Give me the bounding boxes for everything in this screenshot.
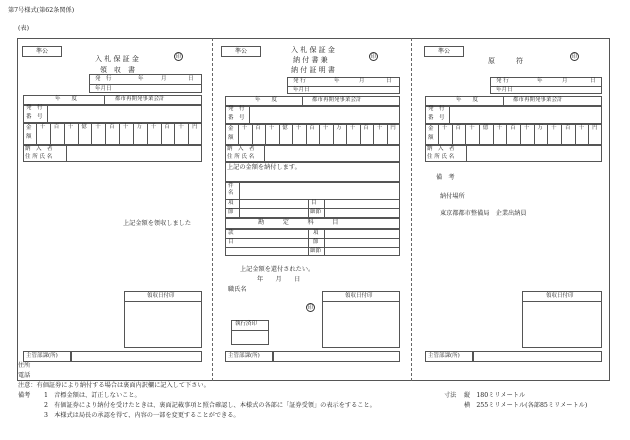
amount-label: 金	[428, 126, 434, 132]
account-name: 都市再開発事業会計	[312, 97, 362, 103]
digit-unit-label: 万	[136, 124, 143, 130]
digit-unit-label: 十	[322, 125, 329, 131]
fiscal-year-label: 年 度	[255, 97, 278, 103]
payer-label: 納 入 者	[427, 146, 455, 152]
note-item: 2 有価証券により納付を受けたときは、裏面記載事項と照合確認し、本様式の各部に「証券受領」の表示をすること。	[44, 402, 376, 409]
year-label: 年	[138, 76, 144, 82]
size-height: 縦 180ミリメートル	[464, 392, 526, 399]
digit-unit-label: 百	[510, 125, 516, 131]
category-label: 準公	[35, 48, 48, 55]
refund-date-label: 年 月 日	[257, 276, 301, 283]
payment-place-label: 納付場所	[440, 193, 465, 200]
account-name: 都市再開発事業会計	[513, 97, 563, 103]
digit-unit-label: 百	[255, 125, 261, 131]
seal-mark: 印	[571, 54, 578, 60]
amount-label: 金	[26, 125, 32, 131]
digit-unit-label: 千	[241, 125, 248, 131]
digit-unit-label: 千	[551, 125, 557, 131]
digit-unit-label: 百	[455, 125, 462, 131]
remarks-label: 備 考	[436, 174, 455, 181]
payment-statement: 上記の金額を納付します。	[227, 164, 301, 171]
digit-unit-label: 百	[309, 125, 315, 131]
category-label: 準公	[234, 48, 247, 55]
digit-unit-label: 億	[81, 124, 87, 130]
digit-unit-label: 万	[537, 125, 544, 131]
payee-name: 東京都都市整備局 企業出納員	[440, 210, 527, 217]
fiscal-year-row	[23, 95, 202, 105]
department-label: 主管部課(所)	[228, 353, 260, 359]
department-label: 主管部課(所)	[26, 353, 58, 359]
digit-unit-label: 円	[390, 125, 396, 131]
form-number: 第7号様式(第62条関係)	[8, 7, 75, 14]
digit-unit-label: 百	[363, 125, 369, 131]
digit-unit-label: 億	[482, 125, 489, 131]
digit-unit-label: 十	[523, 125, 530, 131]
issue-date-label: 年月日	[293, 87, 310, 93]
digit-unit-label: 円	[192, 124, 198, 130]
fiscal-year-label: 年 度	[55, 96, 78, 102]
digit-unit-label: 千	[295, 125, 302, 131]
issue-number-row	[225, 106, 400, 124]
sub-item-label: 目	[311, 200, 317, 206]
digit-unit-label: 千	[496, 125, 503, 131]
notes-label: 備考	[18, 392, 31, 399]
issue-number-label: 発 行	[228, 106, 245, 112]
payer-label: 納 入 者	[25, 146, 53, 152]
seal-mark: 印	[175, 54, 182, 60]
digit-unit-label: 万	[336, 125, 342, 131]
category-label: 準公	[437, 48, 450, 55]
issue-date-label: 年月日	[95, 86, 112, 92]
digit-unit-label: 千	[441, 125, 448, 131]
digit-unit-label: 千	[95, 124, 101, 130]
issue-number-label: 発 行	[26, 105, 43, 111]
cut-line-left	[212, 38, 213, 381]
digit-unit-label: 十	[376, 125, 383, 131]
securities-note: 注意：有価証券により納付する場合は裏面内訳欄に記入して下さい。	[18, 382, 210, 389]
issue-label: 発 行	[293, 78, 306, 84]
digit-unit-label: 百	[164, 124, 170, 130]
payment-title-2: 納 付 書 兼	[293, 56, 328, 64]
refund-request: 上記金額を還付されたい。	[240, 266, 315, 273]
issue-label: 発 行	[496, 78, 509, 84]
digit-unit-label: 円	[592, 125, 598, 131]
payment-title-3: 納 付 証 明 書	[291, 66, 335, 74]
address-label: 住所	[18, 362, 31, 369]
amount-label: 金	[228, 126, 234, 132]
issue-number-label: 発 行	[428, 106, 445, 112]
seal-mark: 印	[307, 305, 314, 311]
receipt-date-stamp-box	[124, 291, 202, 348]
digit-unit-label: 百	[109, 124, 115, 130]
category-box	[22, 46, 62, 57]
receipt-title-1: 入 札 保 証 金	[95, 55, 139, 63]
size-label: 寸法	[444, 392, 457, 399]
digit-unit-label: 千	[150, 124, 157, 130]
issue-number-row	[23, 105, 202, 123]
issue-number-row	[425, 106, 602, 124]
payer-label: 納 入 者	[227, 146, 255, 152]
seal-mark: 印	[370, 54, 377, 60]
subsection-label: 細節	[310, 209, 322, 215]
payment-title-1: 入 札 保 証 金	[291, 46, 335, 54]
note-item: 3 本様式は局長の承認を得て、内容の一部を変更することができる。	[44, 412, 240, 419]
receipt-date-stamp-box	[522, 291, 602, 348]
issue-label: 発 行	[95, 76, 112, 82]
category-box	[424, 46, 464, 57]
receipt-date-stamp-label: 領収日付印	[345, 293, 373, 299]
digit-unit-label: 十	[578, 125, 585, 131]
section-label: 節	[228, 209, 234, 215]
digit-unit-label: 十	[178, 124, 184, 130]
receipt-title-2: 領 収 書	[100, 66, 135, 74]
note-item: 1 音標金額は、訂正しないこと。	[44, 392, 141, 399]
account-title-label: 勘 定 科 目	[258, 219, 339, 226]
subject-label: 件	[228, 183, 234, 189]
digit-unit-label: 億	[282, 125, 288, 131]
digit-unit-label: 千	[39, 124, 46, 130]
digit-unit-label: 十	[67, 124, 74, 130]
cut-line-right	[411, 38, 412, 381]
account-name: 都市再開発事業会計	[115, 96, 165, 102]
digit-unit-label: 百	[53, 124, 60, 130]
digit-unit-label: 百	[564, 125, 571, 131]
digit-unit-label: 十	[469, 125, 475, 131]
receipt-date-stamp-label: 領収日付印	[147, 293, 175, 299]
fiscal-year-label: 年 度	[456, 97, 479, 103]
day-label: 日	[188, 76, 194, 82]
category-box	[221, 46, 261, 57]
digit-unit-label: 十	[122, 124, 129, 130]
official-name-label: 職氏名	[228, 286, 247, 293]
receipt-date-stamp-label: 領収日付印	[546, 293, 574, 299]
received-statement: 上記金額を領収しました	[123, 220, 192, 227]
item-label: 項	[228, 200, 234, 206]
digit-unit-label: 十	[268, 125, 275, 131]
phone-label: 電話	[18, 372, 31, 379]
budget-class-label: 款	[228, 230, 234, 236]
month-label: 月	[161, 76, 167, 82]
receipt-date-stamp-box	[322, 291, 400, 348]
front-side-label: (表)	[18, 25, 30, 32]
size-width: 横 255ミリメートル(各部85ミリメートル)	[464, 402, 588, 409]
department-label: 主管部課(所)	[428, 353, 460, 359]
payout-stamp-label: 執行済印	[235, 321, 258, 327]
issue-date-label: 年月日	[496, 87, 513, 93]
stub-title: 原 符	[488, 57, 523, 65]
digit-unit-label: 千	[349, 125, 356, 131]
